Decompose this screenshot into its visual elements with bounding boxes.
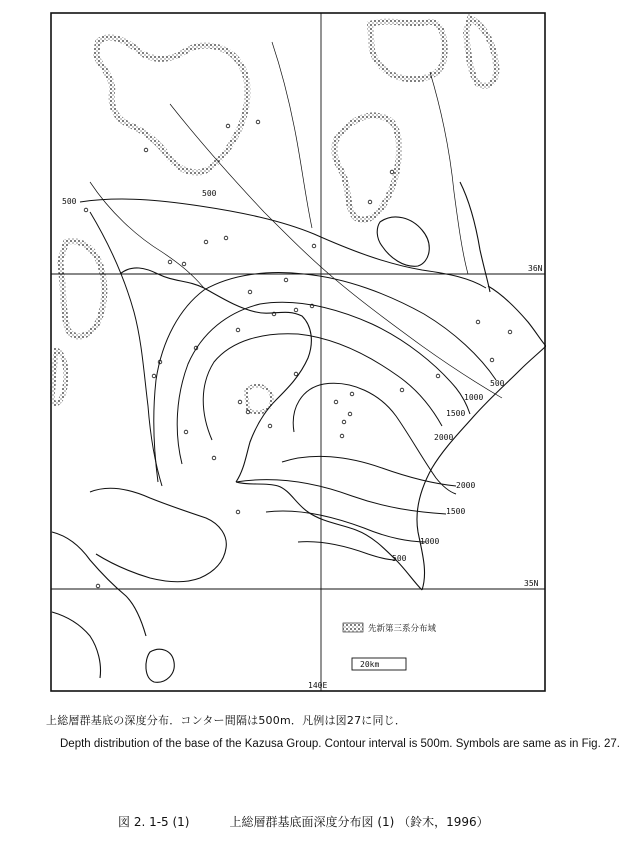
river-ara	[90, 182, 204, 288]
locality-symbol	[340, 434, 344, 438]
contour-label: 1000	[464, 393, 484, 402]
kasumigaura-lake	[377, 217, 429, 266]
figure-number: 図 2. 1-5 (1)	[118, 815, 190, 829]
contour-label: 1500	[446, 409, 466, 418]
legend-label: 先新第三系分布域	[368, 624, 437, 634]
depth-contours	[80, 199, 496, 560]
caption-english: Depth distribution of the base of the Kazusa Group. Contour interval is 500m. Symbols are same as in Fig. 27.	[60, 738, 620, 750]
locality-symbol	[294, 372, 298, 376]
depth-contour-map	[50, 12, 546, 692]
locality-symbol	[476, 320, 480, 324]
legend	[343, 623, 437, 634]
locality-symbol	[184, 430, 188, 434]
locality-symbol	[390, 170, 394, 174]
tokyo-bay-coast	[120, 268, 311, 482]
boso-peninsula-coast	[236, 482, 422, 590]
outcrop-tsukuba	[334, 116, 399, 220]
coastlines	[52, 182, 546, 682]
locality-symbol	[248, 290, 252, 294]
sagami-coast	[52, 532, 146, 636]
contour-500-south	[298, 542, 396, 560]
contour-2000-inner	[293, 383, 456, 494]
locality-symbol	[350, 392, 354, 396]
contour-1500	[177, 302, 470, 464]
figure-caption	[118, 813, 489, 830]
contour-label: 2000	[434, 433, 454, 442]
contour-label: 500	[202, 189, 217, 198]
locality-symbol	[348, 412, 352, 416]
locality-symbol	[284, 278, 288, 282]
river-north	[272, 42, 312, 228]
locality-symbol	[204, 240, 208, 244]
locality-symbol	[490, 358, 494, 362]
locality-symbol	[268, 424, 272, 428]
contour-500-west	[90, 212, 162, 486]
locality-symbol	[436, 374, 440, 378]
latitude-label-35n: 35N	[524, 579, 539, 588]
latitude-label-36n: 36N	[528, 264, 543, 273]
locality-symbol	[508, 330, 512, 334]
contour-2000-outer	[203, 334, 442, 440]
contour-label: 1500	[446, 507, 466, 516]
locality-symbol	[168, 260, 172, 264]
oshima-island	[146, 649, 174, 682]
east-inner-coast	[460, 182, 490, 292]
contour-label: 500	[392, 554, 407, 563]
locality-symbol	[84, 208, 88, 212]
locality-symbol	[368, 200, 372, 204]
boso-east-coast	[417, 346, 546, 590]
contour-label: 500	[490, 379, 505, 388]
locality-symbol	[182, 262, 186, 266]
choshi-cape	[488, 286, 546, 346]
contour-500-north	[80, 199, 486, 288]
contour-label: 500	[62, 197, 77, 206]
contour-label: 2000	[456, 481, 476, 490]
locality-symbol	[312, 244, 316, 248]
locality-symbol	[294, 308, 298, 312]
pre-neogene-outcrops	[52, 18, 496, 412]
locality-symbol	[226, 124, 230, 128]
caption-japanese: 上総層群基底の深度分布．コンター間隔は500m．凡例は図27に同じ．	[46, 714, 407, 727]
outcrop-northeast	[466, 18, 496, 86]
figure-title: 上総層群基底面深度分布図 (1) （鈴木，1996）	[229, 815, 489, 829]
locality-symbol	[144, 148, 148, 152]
locality-symbol	[152, 374, 156, 378]
locality-symbol	[256, 120, 260, 124]
longitude-label-140e: 140E	[308, 681, 328, 690]
legend-swatch	[343, 623, 363, 632]
locality-symbols	[84, 120, 512, 588]
river-northeast	[430, 72, 468, 274]
izu-coast	[52, 612, 101, 678]
outcrop-west-lower	[52, 350, 66, 404]
scale-bar-label: 20km	[360, 660, 380, 669]
locality-symbol	[400, 388, 404, 392]
locality-symbol	[236, 510, 240, 514]
miura-peninsula-coast	[90, 488, 226, 582]
outcrop-west	[60, 241, 104, 336]
locality-symbol	[236, 328, 240, 332]
outcrop-north-center	[370, 22, 444, 80]
locality-symbol	[212, 456, 216, 460]
scale-bar	[352, 658, 406, 670]
locality-symbol	[334, 400, 338, 404]
locality-symbol	[224, 236, 228, 240]
rivers	[90, 42, 502, 398]
locality-symbol	[342, 420, 346, 424]
locality-symbol	[238, 400, 242, 404]
contour-label: 1000	[420, 537, 440, 546]
outcrop-northwest	[96, 37, 248, 172]
locality-symbol	[96, 584, 100, 588]
